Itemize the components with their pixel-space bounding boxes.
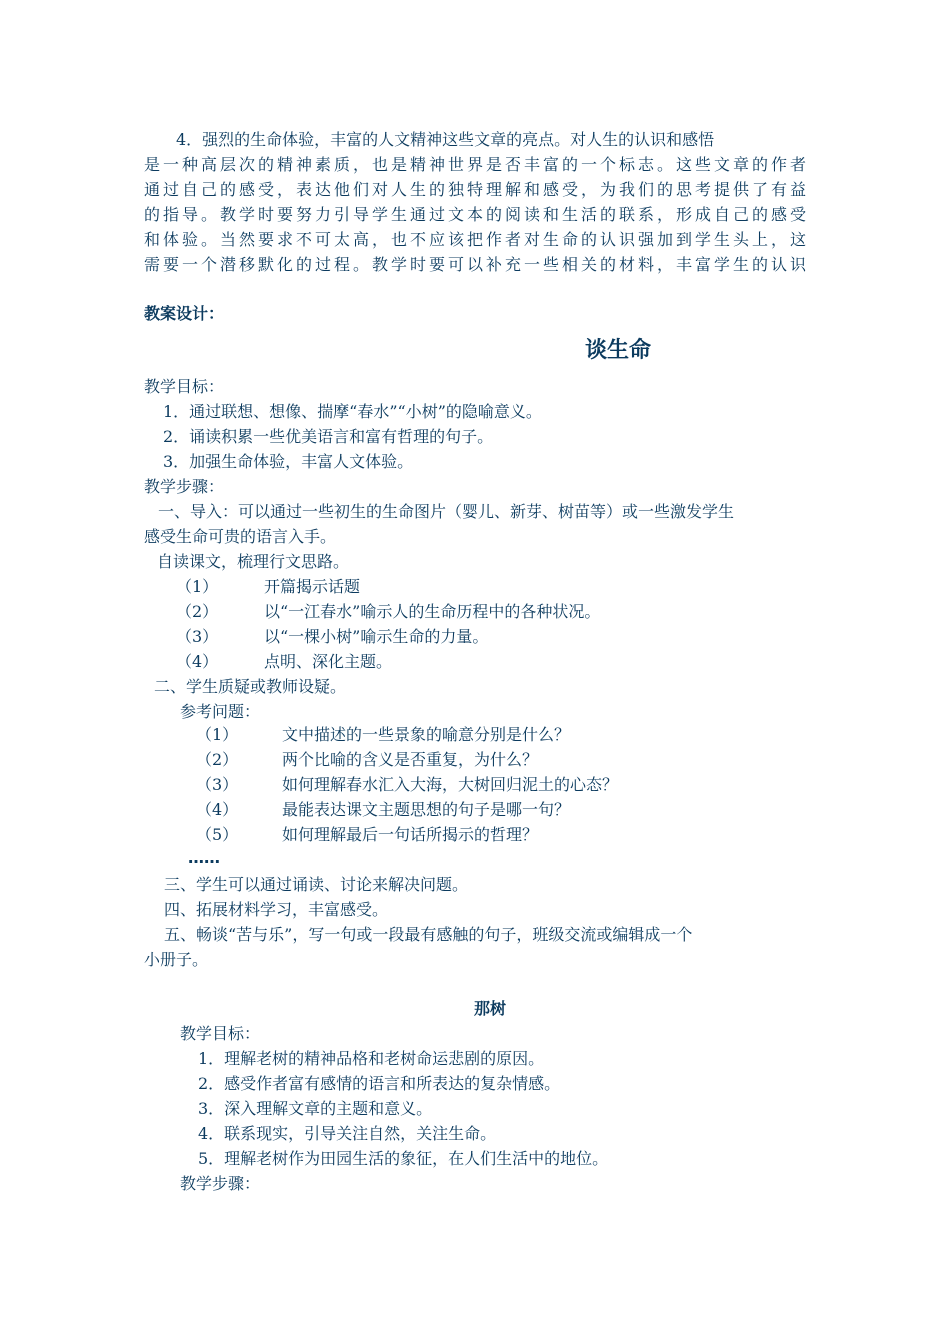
question-text: 最能表达课文主题思想的句子是哪一句？: [282, 800, 571, 819]
question-text: 两个比喻的含义是否重复，为什么？: [282, 750, 539, 769]
goal-item: 2．感受作者富有感情的语言和所表达的复杂情感。: [198, 1074, 561, 1093]
outline-text: 点明、深化主题。: [264, 652, 393, 671]
question-number: （5）: [196, 825, 239, 844]
question-text: 如何理解最后一句话所揭示的哲理？: [282, 825, 539, 844]
outline-text: 以“一棵小树”喻示生命的力量。: [264, 627, 489, 646]
outline-number: （2）: [176, 602, 219, 621]
outline-number: （1）: [176, 577, 219, 596]
goal-item: 1．理解老树的精神品格和老树命运悲剧的原因。: [198, 1049, 545, 1068]
question-number: （4）: [196, 800, 239, 819]
goal-item: 3．深入理解文章的主题和意义。: [198, 1099, 433, 1118]
step-4: 四、拓展材料学习，丰富感受。: [164, 900, 389, 919]
step-3: 三、学生可以通过诵读、讨论来解决问题。: [164, 875, 469, 894]
outline-text: 以“一江春水”喻示人的生命历程中的各种状况。: [264, 602, 601, 621]
intro-line: 和体验。当然要求不可太高，也不应该把作者对生命的认识强加到学生头上，这: [144, 230, 806, 249]
goal-item: 3．加强生命体验，丰富人文体验。: [163, 452, 414, 471]
lesson-title: 那树: [474, 999, 507, 1018]
goals-label: 教学目标：: [180, 1024, 261, 1043]
steps-label: 教学步骤：: [180, 1174, 261, 1193]
outline-text: 开篇揭示话题: [264, 577, 361, 596]
intro-line: 需要一个潜移默化的过程。教学时要可以补充一些相关的材料，丰富学生的认识: [144, 255, 806, 274]
ref-questions-label: 参考问题：: [180, 702, 261, 721]
goal-item: 5．理解老树作为田园生活的象征，在人们生活中的地位。: [198, 1149, 609, 1168]
intro-line: 4．强烈的生命体验，丰富的人文精神这些文章的亮点。对人生的认识和感悟: [176, 130, 715, 149]
question-number: （1）: [196, 725, 239, 744]
goal-item: 4．联系现实，引导关注自然，关注生命。: [198, 1124, 497, 1143]
plan-heading: 教案设计：: [144, 304, 225, 323]
step-5: 五、畅谈“苦与乐”，写一句或一段最有感触的句子，班级交流或编辑成一个: [164, 925, 693, 944]
step-2: 二、学生质疑或教师设疑。: [154, 677, 347, 696]
question-text: 如何理解春水汇入大海，大树回归泥土的心态？: [282, 775, 619, 794]
question-number: （2）: [196, 750, 239, 769]
outline-number: （4）: [176, 652, 219, 671]
question-text: 文中描述的一些景象的喻意分别是什么？: [282, 725, 571, 744]
steps-label: 教学步骤：: [144, 477, 225, 496]
goals-label: 教学目标：: [144, 377, 225, 396]
intro-line: 通过自己的感受，表达他们对人生的独特理解和感受，为我们的思考提供了有益: [144, 180, 806, 199]
lesson-title: 谈生命: [585, 338, 652, 363]
ellipsis: ……: [188, 848, 220, 867]
goal-item: 2．诵读积累一些优美语言和富有哲理的句子。: [163, 427, 494, 446]
step-1: 一、导入：可以通过一些初生的生命图片（婴儿、新芽、树苗等）或一些激发学生: [158, 502, 735, 521]
read-instruction: 自读课文，梳理行文思路。: [157, 552, 350, 571]
goal-item: 1．通过联想、想像、揣摩“春水”“小树”的隐喻意义。: [163, 402, 542, 421]
step-5-cont: 小册子。: [144, 950, 209, 969]
outline-number: （3）: [176, 627, 219, 646]
intro-line: 是一种高层次的精神素质，也是精神世界是否丰富的一个标志。这些文章的作者: [144, 155, 806, 174]
step-1-cont: 感受生命可贵的语言入手。: [144, 527, 337, 546]
question-number: （3）: [196, 775, 239, 794]
intro-line: 的指导。教学时要努力引导学生通过文本的阅读和生活的联系，形成自己的感受: [144, 205, 806, 224]
